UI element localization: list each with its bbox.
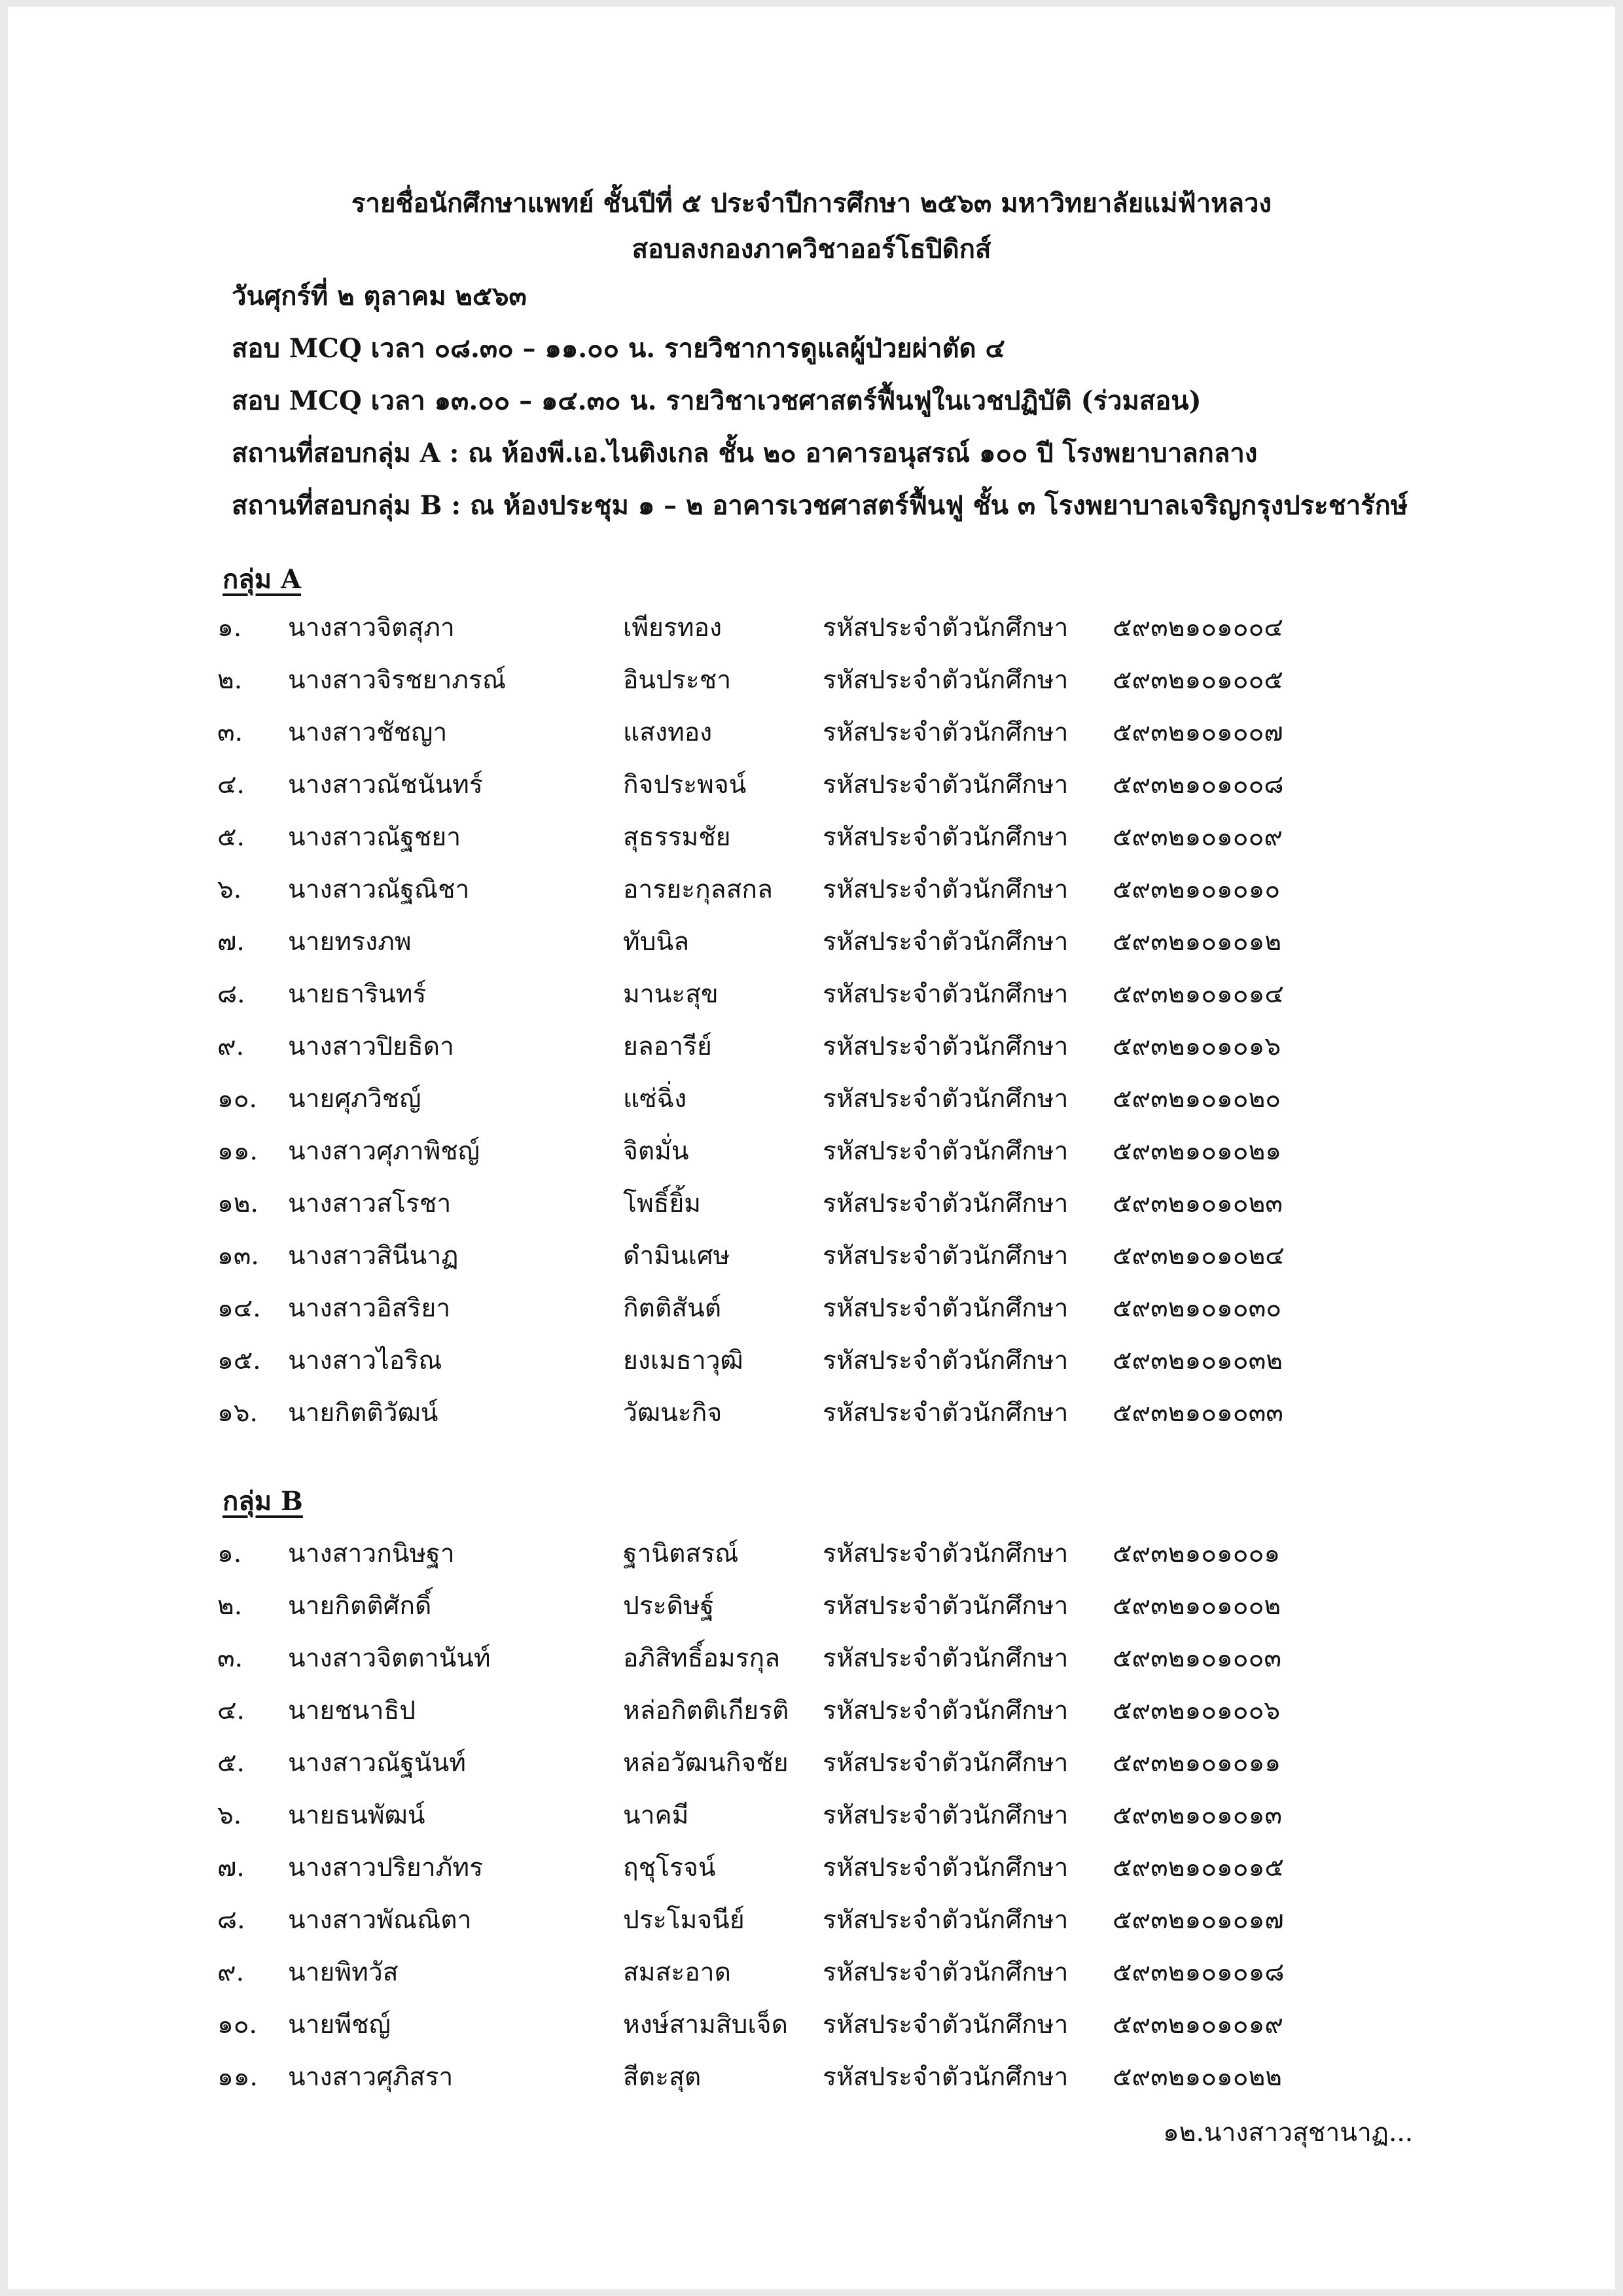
student-id-code: ๕๙๓๒๑๐๑๐๐๑: [1113, 1539, 1281, 1568]
student-row: [8, 1638, 1615, 1684]
student-number: ๑๑.: [217, 2062, 258, 2092]
student-first-name: นางสาวพัณณิตา: [288, 1905, 472, 1935]
student-number: ๓.: [217, 718, 243, 747]
student-first-name: นางสาวปิยธิดา: [288, 1032, 454, 1061]
student-last-name: ดำมินเศษ: [623, 1241, 730, 1271]
student-id-code: ๕๙๓๒๑๐๑๐๓๓: [1113, 1398, 1283, 1428]
student-first-name: นางสาวณัฐณิชา: [288, 875, 470, 904]
student-first-name: นางสาวกนิษฐา: [288, 1539, 455, 1568]
student-first-name: นายทรงภพ: [288, 927, 412, 957]
exam-location-group-b: สถานที่สอบกลุ่ม B : ณ ห้องประชุม ๑ – ๒ อาคารเวชศาสตร์ฟื้นฟู ชั้น ๓ โรงพยาบาลเจริญกรุงประชารักษ์: [232, 490, 1408, 521]
group-b-heading: กลุ่ม B: [223, 1486, 303, 1517]
student-first-name: นางสาวปริยาภัทร: [288, 1853, 484, 1882]
student-id-label: รหัสประจำตัวนักศึกษา: [823, 1398, 1069, 1428]
student-id-label: รหัสประจำตัวนักศึกษา: [823, 1644, 1069, 1673]
student-id-label: รหัสประจำตัวนักศึกษา: [823, 822, 1069, 852]
student-id-label: รหัสประจำตัวนักศึกษา: [823, 2062, 1069, 2092]
student-number: ๙.: [217, 1958, 244, 1987]
document-title-line-1: รายชื่อนักศึกษาแพทย์ ชั้นปีที่ ๕ ประจำปีการศึกษา ๒๕๖๓ มหาวิทยาลัยแม่ฟ้าหลวง: [351, 188, 1272, 219]
exam-session-1: สอบ MCQ เวลา ๐๘.๓๐ – ๑๑.๐๐ น. รายวิชาการดูแลผู้ป่วยผ่าตัด ๔: [232, 333, 1005, 364]
student-id-code: ๕๙๓๒๑๐๑๐๐๙: [1113, 822, 1283, 852]
student-row: [8, 2057, 1615, 2102]
student-first-name: นายธนพัฒน์: [288, 1801, 425, 1830]
group-a-heading: กลุ่ม A: [223, 564, 302, 595]
student-id-code: ๕๙๓๒๑๐๑๐๑๓: [1113, 1801, 1282, 1830]
student-row: [8, 817, 1615, 862]
student-id-label: รหัสประจำตัวนักศึกษา: [823, 1539, 1069, 1568]
student-first-name: นายธารินทร์: [288, 980, 427, 1009]
student-last-name: อารยะกุลสกล: [623, 875, 773, 904]
exam-session-2: สอบ MCQ เวลา ๑๓.๐๐ – ๑๔.๓๐ น. รายวิชาเวชศาสตร์ฟื้นฟูในเวชปฏิบัติ (ร่วมสอน): [232, 385, 1202, 416]
student-last-name: สีตะสุต: [623, 2062, 702, 2092]
student-id-code: ๕๙๓๒๑๐๑๐๑๔: [1113, 980, 1284, 1009]
student-last-name: ประโมจนีย์: [623, 1905, 745, 1935]
student-first-name: นางสาวศุภาพิชญ์: [288, 1137, 480, 1166]
student-id-code: ๕๙๓๒๑๐๑๐๐๔: [1113, 613, 1283, 643]
student-id-code: ๕๙๓๒๑๐๑๐๑๒: [1113, 927, 1282, 957]
student-number: ๗.: [217, 1853, 245, 1882]
student-first-name: นายกิตติวัฒน์: [288, 1398, 438, 1428]
student-row: [8, 1899, 1615, 1945]
student-first-name: นางสาวสโรชา: [288, 1189, 452, 1218]
student-number: ๖.: [217, 875, 242, 904]
student-last-name: ทับนิล: [623, 927, 690, 957]
student-id-label: รหัสประจำตัวนักศึกษา: [823, 1958, 1069, 1987]
student-id-label: รหัสประจำตัวนักศึกษา: [823, 1696, 1069, 1725]
student-last-name: ยงเมธาวุฒิ: [623, 1346, 743, 1375]
student-number: ๑๔.: [217, 1294, 261, 1323]
student-id-label: รหัสประจำตัวนักศึกษา: [823, 1853, 1069, 1882]
student-id-code: ๕๙๓๒๑๐๑๐๐๖: [1113, 1696, 1281, 1725]
student-last-name: ประดิษฐ์: [623, 1591, 715, 1621]
student-number: ๑๒.: [217, 1189, 259, 1218]
student-number: ๑๐.: [217, 2010, 257, 2040]
student-last-name: แซ่ฉิ่ง: [623, 1084, 687, 1114]
document-title-line-2: สอบลงกองภาควิชาออร์โธปิดิกส์: [632, 234, 991, 264]
student-number: ๔.: [217, 770, 245, 800]
student-row: [8, 660, 1615, 705]
student-id-code: ๕๙๓๒๑๐๑๐๓๐: [1113, 1294, 1282, 1323]
student-last-name: โพธิ์ยิ้ม: [623, 1189, 702, 1218]
student-id-label: รหัสประจำตัวนักศึกษา: [823, 770, 1069, 800]
student-id-code: ๕๙๓๒๑๐๑๐๒๐: [1113, 1084, 1281, 1114]
student-last-name: สมสะอาด: [623, 1958, 731, 1987]
student-id-label: รหัสประจำตัวนักศึกษา: [823, 1346, 1069, 1375]
student-row: [8, 1235, 1615, 1281]
student-row: [8, 2004, 1615, 2050]
student-row: [8, 921, 1615, 967]
student-row: [8, 1288, 1615, 1333]
student-last-name: ฤชุโรจน์: [623, 1853, 716, 1882]
student-row: [8, 1392, 1615, 1438]
student-number: ๙.: [217, 1032, 244, 1061]
student-row: [8, 1585, 1615, 1631]
student-id-label: รหัสประจำตัวนักศึกษา: [823, 927, 1069, 957]
student-row: [8, 869, 1615, 915]
student-last-name: ยลอารีย์: [623, 1032, 712, 1061]
student-first-name: นางสาวไอริณ: [288, 1346, 442, 1375]
student-id-label: รหัสประจำตัวนักศึกษา: [823, 1189, 1069, 1218]
student-number: ๕.: [217, 822, 245, 852]
student-last-name: นาคมี: [623, 1801, 689, 1830]
student-row: [8, 974, 1615, 1019]
student-row: [8, 1026, 1615, 1072]
student-last-name: อินประชา: [623, 665, 732, 695]
student-id-code: ๕๙๓๒๑๐๑๐๐๗: [1113, 718, 1283, 747]
student-first-name: นางสาวจิตตานันท์: [288, 1644, 491, 1673]
student-number: ๑.: [217, 613, 242, 643]
student-id-code: ๕๙๓๒๑๐๑๐๑๐: [1113, 875, 1281, 904]
student-id-label: รหัสประจำตัวนักศึกษา: [823, 980, 1069, 1009]
student-id-label: รหัสประจำตัวนักศึกษา: [823, 1748, 1069, 1778]
student-first-name: นายพิทวัส: [288, 1958, 399, 1987]
student-last-name: เพียรทอง: [623, 613, 722, 643]
student-id-code: ๕๙๓๒๑๐๑๐๒๒: [1113, 2062, 1282, 2092]
student-id-code: ๕๙๓๒๑๐๑๐๓๒: [1113, 1346, 1283, 1375]
student-id-label: รหัสประจำตัวนักศึกษา: [823, 1294, 1069, 1323]
student-row: [8, 1690, 1615, 1736]
student-id-code: ๕๙๓๒๑๐๑๐๑๑: [1113, 1748, 1281, 1778]
student-first-name: นางสาวจิตสุภา: [288, 613, 455, 643]
student-number: ๑๕.: [217, 1346, 261, 1375]
student-last-name: แสงทอง: [623, 718, 713, 747]
student-last-name: จิตมั่น: [623, 1137, 689, 1166]
student-first-name: นางสาวจิรชยาภรณ์: [288, 665, 507, 695]
student-first-name: นายศุภวิชญ์: [288, 1084, 421, 1114]
student-number: ๑.: [217, 1539, 242, 1568]
student-first-name: นายพีชญ์: [288, 2010, 391, 2040]
student-number: ๑๑.: [217, 1137, 258, 1166]
student-last-name: วัฒนะกิจ: [623, 1398, 722, 1428]
student-last-name: หล่อวัฒนกิจชัย: [623, 1748, 789, 1778]
student-number: ๑๓.: [217, 1241, 259, 1271]
student-first-name: นางสาวณัฐนันท์: [288, 1748, 466, 1778]
student-row: [8, 1742, 1615, 1788]
student-last-name: อภิสิทธิ์อมรกุล: [623, 1644, 781, 1673]
student-last-name: กิจประพจน์: [623, 770, 747, 800]
student-row: [8, 1340, 1615, 1386]
student-first-name: นางสาวชัชญา: [288, 718, 448, 747]
student-number: ๘.: [217, 1905, 245, 1935]
exam-date: วันศุกร์ที่ ๒ ตุลาคม ๒๕๖๓: [232, 281, 527, 311]
student-id-label: รหัสประจำตัวนักศึกษา: [823, 613, 1069, 643]
student-id-code: ๕๙๓๒๑๐๑๐๒๑: [1113, 1137, 1282, 1166]
student-id-label: รหัสประจำตัวนักศึกษา: [823, 1801, 1069, 1830]
student-id-code: ๕๙๓๒๑๐๑๐๑๕: [1113, 1853, 1284, 1882]
student-number: ๒.: [217, 665, 243, 695]
student-id-label: รหัสประจำตัวนักศึกษา: [823, 1591, 1069, 1621]
student-number: ๗.: [217, 927, 245, 957]
student-number: ๑๖.: [217, 1398, 258, 1428]
student-last-name: ฐานิตสรณ์: [623, 1539, 739, 1568]
student-id-label: รหัสประจำตัวนักศึกษา: [823, 875, 1069, 904]
student-last-name: หล่อกิตติเกียรติ: [623, 1696, 789, 1725]
student-row: [8, 764, 1615, 810]
student-first-name: นายชนาธิป: [288, 1696, 416, 1725]
student-row: [8, 1131, 1615, 1176]
student-id-label: รหัสประจำตัวนักศึกษา: [823, 1137, 1069, 1166]
student-id-label: รหัสประจำตัวนักศึกษา: [823, 665, 1069, 695]
student-id-code: ๕๙๓๒๑๐๑๐๑๗: [1113, 1905, 1284, 1935]
student-first-name: นายกิตติศักดิ์: [288, 1591, 432, 1621]
student-first-name: นางสาวณัชนันทร์: [288, 770, 483, 800]
student-row: [8, 1847, 1615, 1893]
student-row: [8, 607, 1615, 653]
student-first-name: นางสาวสินีนาฏ: [288, 1241, 459, 1271]
continuation-note: ๑๒.นางสาวสุชานาฏ...: [1163, 2118, 1414, 2147]
student-row: [8, 712, 1615, 758]
student-last-name: สุธรรมชัย: [623, 822, 731, 852]
student-id-label: รหัสประจำตัวนักศึกษา: [823, 1032, 1069, 1061]
student-id-code: ๕๙๓๒๑๐๑๐๒๔: [1113, 1241, 1285, 1271]
student-number: ๓.: [217, 1644, 243, 1673]
student-first-name: นางสาวณัฐชยา: [288, 822, 461, 852]
student-last-name: มานะสุข: [623, 980, 719, 1009]
student-number: ๖.: [217, 1801, 242, 1830]
student-row: [8, 1078, 1615, 1124]
student-number: ๑๐.: [217, 1084, 257, 1114]
student-row: [8, 1533, 1615, 1579]
student-last-name: หงษ์สามสิบเจ็ด: [623, 2010, 788, 2040]
student-id-label: รหัสประจำตัวนักศึกษา: [823, 718, 1069, 747]
student-id-label: รหัสประจำตัวนักศึกษา: [823, 1084, 1069, 1114]
student-number: ๔.: [217, 1696, 245, 1725]
document-page: [8, 7, 1615, 2289]
student-number: ๒.: [217, 1591, 243, 1621]
student-id-code: ๕๙๓๒๑๐๑๐๐๓: [1113, 1644, 1282, 1673]
student-id-label: รหัสประจำตัวนักศึกษา: [823, 1905, 1069, 1935]
student-id-code: ๕๙๓๒๑๐๑๐๑๘: [1113, 1958, 1285, 1987]
student-number: ๕.: [217, 1748, 245, 1778]
student-first-name: นางสาวศุภิสรา: [288, 2062, 454, 2092]
student-id-code: ๕๙๓๒๑๐๑๐๑๙: [1113, 2010, 1283, 2040]
student-first-name: นางสาวอิสริยา: [288, 1294, 451, 1323]
student-row: [8, 1795, 1615, 1841]
student-id-code: ๕๙๓๒๑๐๑๐๒๓: [1113, 1189, 1283, 1218]
exam-location-group-a: สถานที่สอบกลุ่ม A : ณ ห้องพี.เอ.ไนติงเกล ชั้น ๒๐ อาคารอนุสรณ์ ๑๐๐ ปี โรงพยาบาลกลาง: [232, 438, 1258, 468]
student-last-name: กิตติสันต์: [623, 1294, 722, 1323]
student-row: [8, 1952, 1615, 1998]
student-id-code: ๕๙๓๒๑๐๑๐๑๖: [1113, 1032, 1281, 1061]
student-row: [8, 1183, 1615, 1229]
student-id-code: ๕๙๓๒๑๐๑๐๐๘: [1113, 770, 1284, 800]
student-number: ๘.: [217, 980, 245, 1009]
student-id-label: รหัสประจำตัวนักศึกษา: [823, 1241, 1069, 1271]
student-id-code: ๕๙๓๒๑๐๑๐๐๒: [1113, 1591, 1281, 1621]
student-id-label: รหัสประจำตัวนักศึกษา: [823, 2010, 1069, 2040]
student-id-code: ๕๙๓๒๑๐๑๐๐๕: [1113, 665, 1283, 695]
